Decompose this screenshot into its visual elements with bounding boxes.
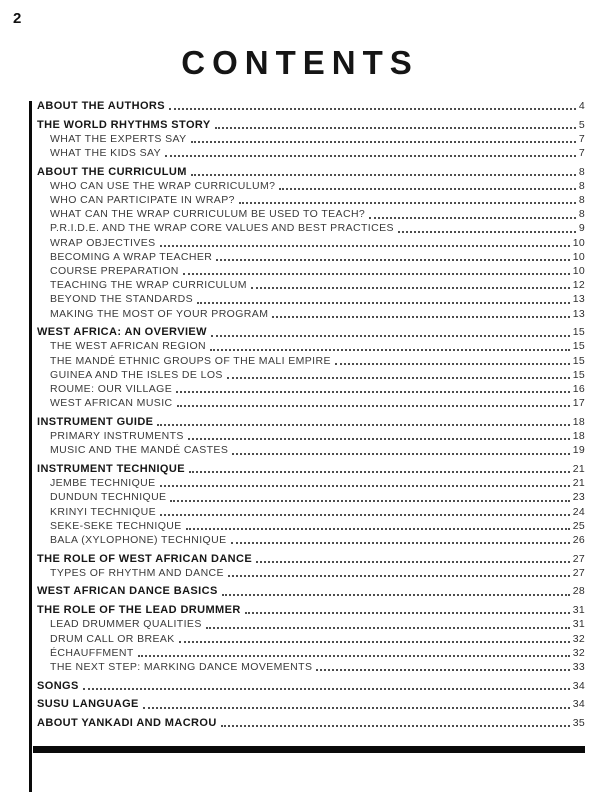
toc-entry-label: WHAT THE EXPERTS SAY bbox=[50, 132, 187, 145]
toc-dot-leader bbox=[143, 707, 570, 709]
toc-entry-label: LEAD DRUMMER QUALITIES bbox=[50, 618, 202, 631]
toc-dot-leader bbox=[216, 259, 569, 261]
toc-entry-label: JEMBE TECHNIQUE bbox=[50, 477, 156, 490]
toc-entry bbox=[37, 278, 585, 292]
toc-entry bbox=[37, 264, 585, 278]
toc-dot-leader bbox=[215, 127, 576, 129]
toc-dot-leader bbox=[157, 424, 569, 426]
toc-entry bbox=[37, 292, 585, 306]
toc-entry bbox=[37, 179, 585, 193]
toc-entry bbox=[37, 354, 585, 368]
toc-entry-label: ABOUT THE AUTHORS bbox=[37, 99, 165, 112]
bottom-rule bbox=[33, 746, 585, 753]
toc-entry-label: WHO CAN PARTICIPATE IN WRAP? bbox=[50, 194, 235, 207]
toc-entry-page: 34 bbox=[572, 698, 585, 711]
toc-entry-page: 18 bbox=[572, 415, 585, 428]
toc-dot-leader bbox=[369, 217, 576, 219]
toc-entry-label: SEKE-SEKE TECHNIQUE bbox=[50, 519, 182, 532]
toc-entry-label: INSTRUMENT GUIDE bbox=[37, 415, 154, 428]
toc-entry-page: 8 bbox=[578, 208, 585, 221]
toc-entry-label: ROUME: OUR VILLAGE bbox=[50, 383, 173, 396]
toc-entry bbox=[37, 382, 585, 396]
toc-entry-page: 13 bbox=[572, 307, 585, 320]
toc-entry-label: THE ROLE OF WEST AFRICAN DANCE bbox=[37, 552, 253, 565]
toc-entry bbox=[37, 325, 585, 339]
toc-entry bbox=[37, 566, 585, 580]
toc-dot-leader bbox=[170, 500, 569, 502]
toc-entry-page: 32 bbox=[572, 632, 585, 645]
toc-dot-leader bbox=[169, 108, 576, 110]
toc-entry-label: DUNDUN TECHNIQUE bbox=[50, 491, 167, 504]
toc-dot-leader bbox=[222, 594, 570, 596]
toc-entry-label: WHO CAN USE THE WRAP CURRICULUM? bbox=[50, 179, 276, 192]
toc-dot-leader bbox=[206, 627, 570, 629]
toc-entry-label: BECOMING A WRAP TEACHER bbox=[50, 250, 213, 263]
toc-entry bbox=[37, 307, 585, 321]
toc-entry-label: THE NEXT STEP: MARKING DANCE MOVEMENTS bbox=[50, 660, 313, 673]
toc-entry-label: INSTRUMENT TECHNIQUE bbox=[37, 462, 185, 475]
toc-entry-label: MUSIC AND THE MANDÉ CASTES bbox=[50, 444, 229, 457]
toc-entry bbox=[37, 552, 585, 566]
toc-entry-label: MAKING THE MOST OF YOUR PROGRAM bbox=[50, 307, 269, 320]
toc-entry bbox=[37, 118, 585, 132]
toc-entry-label: BALA (XYLOPHONE) TECHNIQUE bbox=[50, 533, 227, 546]
toc-entry-page: 15 bbox=[572, 326, 585, 339]
toc-entry-label: GUINEA AND THE ISLES DE LOS bbox=[50, 368, 223, 381]
toc-dot-leader bbox=[188, 438, 570, 440]
toc-entry-label: THE MANDÉ ETHNIC GROUPS OF THE MALI EMPIRE bbox=[50, 354, 331, 367]
toc-entry bbox=[37, 132, 585, 146]
toc-dot-leader bbox=[231, 542, 570, 544]
toc-entry-page: 10 bbox=[572, 265, 585, 278]
toc-entry-page: 18 bbox=[572, 430, 585, 443]
toc-entry-page: 28 bbox=[572, 585, 585, 598]
toc-entry bbox=[37, 533, 585, 547]
toc-entry-label: ABOUT THE CURRICULUM bbox=[37, 165, 187, 178]
toc-entry bbox=[37, 415, 585, 429]
left-rule bbox=[29, 101, 32, 792]
toc-entry-label: P.R.I.D.E. AND THE WRAP CORE VALUES AND BEST PRACTICES bbox=[50, 222, 394, 235]
toc-entry-page: 27 bbox=[572, 566, 585, 579]
toc-entry-label: DRUM CALL OR BREAK bbox=[50, 632, 175, 645]
toc-dot-leader bbox=[211, 335, 570, 337]
toc-dot-leader bbox=[160, 514, 570, 516]
toc-entry bbox=[37, 646, 585, 660]
toc-dot-leader bbox=[160, 245, 570, 247]
toc-dot-leader bbox=[191, 141, 576, 143]
toc-entry bbox=[37, 250, 585, 264]
toc-entry-label: BEYOND THE STANDARDS bbox=[50, 293, 193, 306]
toc-entry bbox=[37, 222, 585, 236]
toc-dot-leader bbox=[256, 561, 570, 563]
toc-dot-leader bbox=[245, 612, 570, 614]
toc-entry-page: 32 bbox=[572, 646, 585, 659]
page-number: 2 bbox=[13, 10, 22, 27]
toc-dot-leader bbox=[183, 273, 570, 275]
toc-entry-page: 17 bbox=[572, 397, 585, 410]
toc-entry bbox=[37, 585, 585, 599]
toc-dot-leader bbox=[189, 471, 570, 473]
toc-entry-page: 15 bbox=[572, 368, 585, 381]
toc-dot-leader bbox=[83, 688, 570, 690]
toc-entry bbox=[37, 146, 585, 160]
toc-entry-page: 4 bbox=[578, 99, 585, 112]
toc-entry-page: 33 bbox=[572, 660, 585, 673]
toc-dot-leader bbox=[251, 287, 570, 289]
toc-dot-leader bbox=[138, 655, 570, 657]
toc-entry-label: THE WEST AFRICAN REGION bbox=[50, 340, 207, 353]
toc-entry-page: 10 bbox=[572, 236, 585, 249]
toc-entry-label: KRINYI TECHNIQUE bbox=[50, 505, 156, 518]
toc-entry-page: 10 bbox=[572, 250, 585, 263]
toc-entry-label: COURSE PREPARATION bbox=[50, 265, 179, 278]
toc-entry-page: 34 bbox=[572, 679, 585, 692]
toc-entry-label: TEACHING THE WRAP CURRICULUM bbox=[50, 279, 247, 292]
toc-entry-page: 15 bbox=[572, 354, 585, 367]
toc-entry-label: THE ROLE OF THE LEAD DRUMMER bbox=[37, 604, 241, 617]
toc-entry-page: 24 bbox=[572, 505, 585, 518]
toc-entry-page: 7 bbox=[578, 147, 585, 160]
toc-entry bbox=[37, 617, 585, 631]
toc-entry bbox=[37, 165, 585, 179]
toc-entry-page: 9 bbox=[578, 222, 585, 235]
toc-dot-leader bbox=[221, 725, 570, 727]
toc-entry-page: 25 bbox=[572, 519, 585, 532]
toc-entry bbox=[37, 99, 585, 113]
toc-dot-leader bbox=[398, 231, 576, 233]
toc-entry-page: 21 bbox=[572, 477, 585, 490]
toc-entry-label: WEST AFRICA: AN OVERVIEW bbox=[37, 326, 207, 339]
toc-entry-page: 35 bbox=[572, 716, 585, 729]
toc-entry-page: 7 bbox=[578, 132, 585, 145]
toc-entry bbox=[37, 490, 585, 504]
toc-entry-label: SONGS bbox=[37, 679, 79, 692]
toc-entry bbox=[37, 697, 585, 711]
toc-entry-label: WRAP OBJECTIVES bbox=[50, 236, 156, 249]
toc-entry bbox=[37, 660, 585, 674]
toc-entry-page: 26 bbox=[572, 533, 585, 546]
toc-entry bbox=[37, 476, 585, 490]
toc-entry bbox=[37, 462, 585, 476]
toc-entry-page: 13 bbox=[572, 293, 585, 306]
toc-dot-leader bbox=[210, 349, 570, 351]
toc-dot-leader bbox=[228, 575, 570, 577]
page-title: CONTENTS bbox=[181, 44, 419, 81]
toc-dot-leader bbox=[179, 641, 570, 643]
toc-dot-leader bbox=[316, 669, 569, 671]
toc-entry-page: 8 bbox=[578, 194, 585, 207]
toc-entry-page: 19 bbox=[572, 444, 585, 457]
toc-entry-page: 31 bbox=[572, 604, 585, 617]
toc-entry-page: 5 bbox=[578, 118, 585, 131]
toc-entry-page: 12 bbox=[572, 279, 585, 292]
table-of-contents bbox=[37, 99, 585, 730]
toc-dot-leader bbox=[272, 316, 569, 318]
toc-entry-label: PRIMARY INSTRUMENTS bbox=[50, 430, 184, 443]
toc-entry-label: ABOUT YANKADI AND MACROU bbox=[37, 716, 217, 729]
toc-entry-page: 27 bbox=[572, 552, 585, 565]
toc-dot-leader bbox=[160, 485, 570, 487]
toc-dot-leader bbox=[232, 453, 569, 455]
toc-entry bbox=[37, 207, 585, 221]
toc-entry bbox=[37, 193, 585, 207]
toc-dot-leader bbox=[177, 405, 570, 407]
toc-dot-leader bbox=[335, 363, 570, 365]
toc-entry bbox=[37, 716, 585, 730]
toc-dot-leader bbox=[239, 202, 576, 204]
toc-dot-leader bbox=[279, 188, 576, 190]
toc-entry bbox=[37, 632, 585, 646]
toc-dot-leader bbox=[176, 391, 570, 393]
toc-entry bbox=[37, 505, 585, 519]
toc-entry bbox=[37, 236, 585, 250]
toc-entry bbox=[37, 603, 585, 617]
toc-entry bbox=[37, 396, 585, 410]
toc-entry-label: ÉCHAUFFMENT bbox=[50, 646, 134, 659]
toc-entry-page: 21 bbox=[572, 462, 585, 475]
toc-dot-leader bbox=[197, 302, 570, 304]
toc-dot-leader bbox=[165, 155, 576, 157]
toc-entry-page: 16 bbox=[572, 383, 585, 396]
toc-entry-label: WHAT CAN THE WRAP CURRICULUM BE USED TO TEACH? bbox=[50, 208, 366, 221]
toc-entry bbox=[37, 679, 585, 693]
toc-entry bbox=[37, 368, 585, 382]
toc-entry bbox=[37, 429, 585, 443]
toc-entry-page: 8 bbox=[578, 165, 585, 178]
toc-dot-leader bbox=[186, 528, 570, 530]
toc-entry-label: THE WORLD RHYTHMS STORY bbox=[37, 118, 211, 131]
toc-entry-page: 23 bbox=[572, 491, 585, 504]
toc-entry-label: SUSU LANGUAGE bbox=[37, 698, 139, 711]
toc-entry bbox=[37, 340, 585, 354]
toc-entry-label: WHAT THE KIDS SAY bbox=[50, 147, 162, 160]
toc-dot-leader bbox=[227, 377, 570, 379]
toc-entry-page: 15 bbox=[572, 340, 585, 353]
toc-entry-label: WEST AFRICAN MUSIC bbox=[50, 397, 173, 410]
toc-entry-label: WEST AFRICAN DANCE BASICS bbox=[37, 585, 218, 598]
toc-entry-page: 31 bbox=[572, 618, 585, 631]
toc-dot-leader bbox=[191, 174, 576, 176]
toc-entry bbox=[37, 443, 585, 457]
toc-entry bbox=[37, 519, 585, 533]
toc-entry-page: 8 bbox=[578, 179, 585, 192]
toc-entry-label: TYPES OF RHYTHM AND DANCE bbox=[50, 566, 224, 579]
